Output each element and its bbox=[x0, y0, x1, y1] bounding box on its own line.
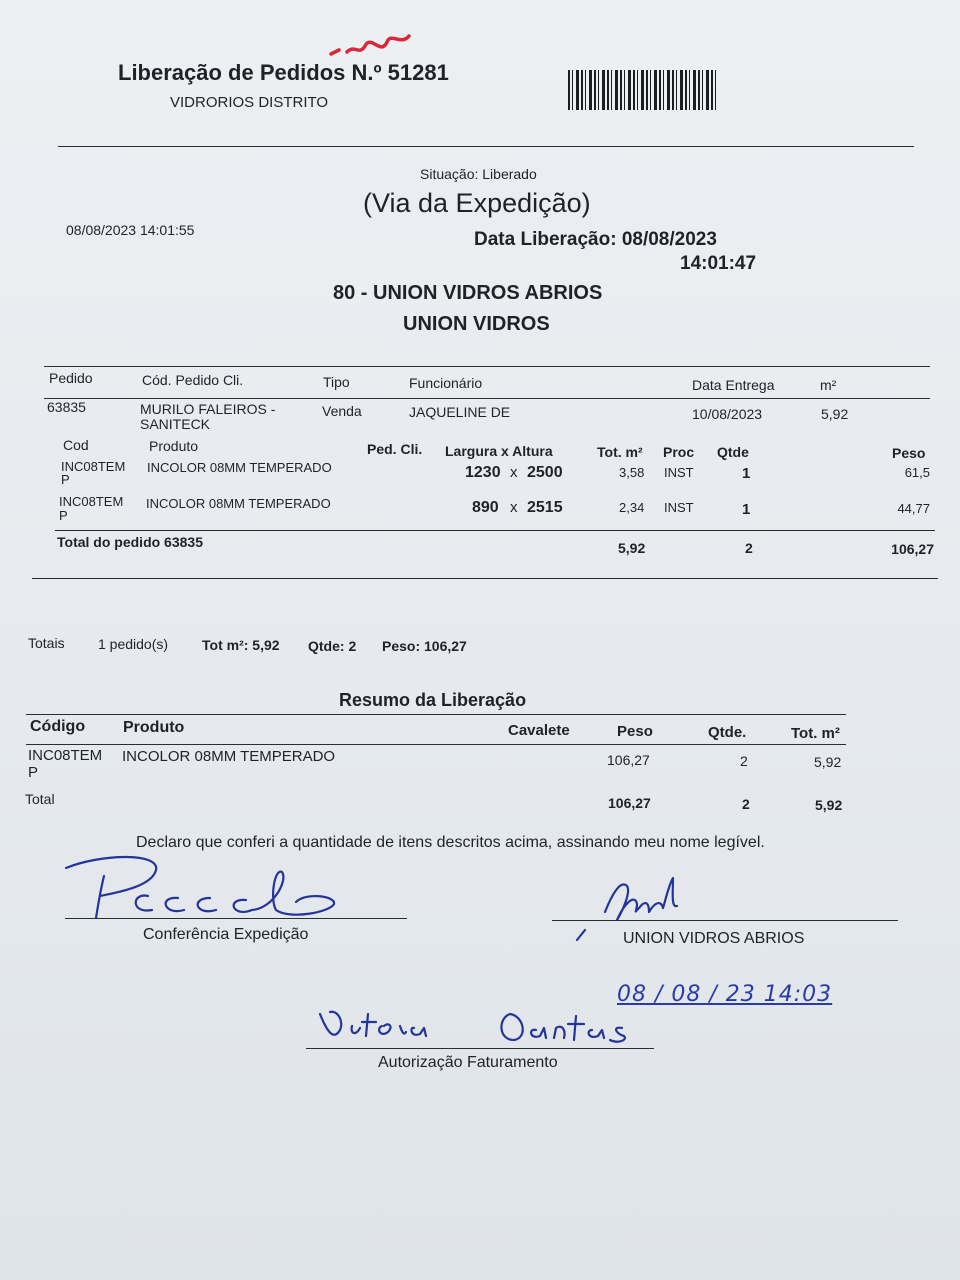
item-x: x bbox=[510, 499, 518, 516]
barcode-icon bbox=[568, 70, 718, 110]
header-funcionario: Funcionário bbox=[409, 375, 483, 391]
summary-codigo-line2: P bbox=[28, 764, 39, 781]
header-tipo: Tipo bbox=[323, 374, 350, 390]
handwritten-date: 08 / 08 / 23 14:03 bbox=[617, 982, 833, 1007]
item-largura: 890 bbox=[472, 499, 499, 516]
item-tot-m2: 2,34 bbox=[619, 500, 645, 515]
item-header-produto: Produto bbox=[149, 438, 199, 454]
signature-label-conferencia: Conferência Expedição bbox=[143, 926, 309, 943]
order-total-peso: 106,27 bbox=[891, 541, 934, 557]
divider bbox=[26, 744, 846, 745]
delivery-date: 10/08/2023 bbox=[692, 406, 763, 422]
item-header-ped-cli: Ped. Cli. bbox=[367, 441, 423, 457]
client-order-code-line2: SANITECK bbox=[140, 416, 211, 432]
summary-header-codigo: Código bbox=[30, 718, 86, 735]
item-header-peso: Peso bbox=[892, 445, 926, 461]
order-total-m2: 5,92 bbox=[618, 540, 646, 556]
item-header-cod: Cod bbox=[63, 437, 89, 453]
signature-line bbox=[552, 920, 898, 921]
item-produto: INCOLOR 08MM TEMPERADO bbox=[146, 496, 331, 511]
totals-orders: 1 pedido(s) bbox=[98, 636, 169, 652]
release-time: 14:01:47 bbox=[680, 253, 757, 274]
print-timestamp: 08/08/2023 14:01:55 bbox=[66, 222, 195, 238]
item-cod-line2: P bbox=[59, 508, 68, 523]
summary-header-produto: Produto bbox=[123, 719, 185, 736]
item-proc: INST bbox=[664, 500, 694, 515]
order-type: Venda bbox=[322, 403, 362, 419]
summary-peso: 106,27 bbox=[607, 752, 650, 768]
totals-label: Totais bbox=[28, 635, 65, 651]
status-text: Situação: Liberado bbox=[420, 166, 537, 182]
item-header-qtde: Qtde bbox=[717, 444, 749, 460]
summary-total-peso: 106,27 bbox=[608, 795, 651, 811]
summary-header-qtde: Qtde. bbox=[708, 724, 747, 741]
summary-codigo-line1: INC08TEM bbox=[28, 747, 103, 764]
divider bbox=[55, 530, 935, 531]
item-proc: INST bbox=[664, 465, 694, 480]
release-date: Data Liberação: 08/08/2023 bbox=[474, 229, 717, 250]
summary-qtde: 2 bbox=[740, 753, 748, 769]
item-header-tot-m2: Tot. m² bbox=[597, 444, 643, 460]
summary-produto: INCOLOR 08MM TEMPERADO bbox=[122, 748, 336, 765]
divider bbox=[44, 398, 930, 399]
totals-qtde: Qtde: 2 bbox=[308, 638, 357, 654]
signature-label-cliente: UNION VIDROS ABRIOS bbox=[623, 930, 805, 947]
header-data-entrega: Data Entrega bbox=[692, 377, 775, 393]
totals-peso: Peso: 106,27 bbox=[382, 638, 467, 654]
summary-total-label: Total bbox=[25, 791, 55, 807]
company-name: VIDRORIOS DISTRITO bbox=[170, 94, 329, 111]
summary-title: Resumo da Liberação bbox=[339, 690, 527, 710]
document-title: Liberação de Pedidos N.º 51281 bbox=[118, 60, 449, 85]
divider bbox=[26, 714, 846, 715]
signature-line bbox=[306, 1048, 654, 1049]
header-m2: m² bbox=[820, 377, 837, 393]
item-produto: INCOLOR 08MM TEMPERADO bbox=[147, 460, 332, 475]
divider bbox=[44, 366, 930, 367]
item-tot-m2: 3,58 bbox=[619, 465, 645, 480]
item-qtde: 1 bbox=[742, 465, 751, 482]
item-largura: 1230 bbox=[465, 464, 501, 481]
item-peso: 44,77 bbox=[897, 501, 930, 516]
order-number: 63835 bbox=[47, 399, 86, 415]
header-pedido: Pedido bbox=[49, 370, 93, 386]
summary-total-qtde: 2 bbox=[742, 796, 750, 812]
divider bbox=[58, 146, 914, 147]
via-label: (Via da Expedição) bbox=[363, 188, 591, 218]
signature-autorizacao bbox=[310, 1000, 640, 1050]
item-cod-line1: INC08TEM bbox=[59, 494, 124, 509]
item-cod-line2: P bbox=[61, 472, 70, 487]
order-total-label: Total do pedido 63835 bbox=[57, 534, 203, 550]
item-header-proc: Proc bbox=[663, 444, 695, 460]
item-altura: 2500 bbox=[527, 464, 563, 481]
signature-line bbox=[65, 918, 407, 919]
summary-total-tot-m2: 5,92 bbox=[815, 797, 843, 813]
customer-short-name: UNION VIDROS bbox=[403, 313, 550, 335]
declaration-text: Declaro que conferi a quantidade de itens descritos acima, assinando meu nome legível. bbox=[136, 834, 765, 851]
employee-name: JAQUELINE DE bbox=[409, 404, 511, 420]
summary-header-cavalete: Cavalete bbox=[508, 722, 570, 739]
header-cod-pedido-cli: Cód. Pedido Cli. bbox=[142, 372, 244, 388]
signature-label-autorizacao: Autorização Faturamento bbox=[378, 1054, 558, 1071]
red-mark-icon bbox=[325, 26, 425, 66]
summary-tot-m2: 5,92 bbox=[814, 754, 842, 770]
totals-m2: Tot m²: 5,92 bbox=[202, 637, 280, 653]
customer-name: 80 - UNION VIDROS ABRIOS bbox=[333, 282, 603, 304]
divider bbox=[32, 578, 938, 579]
client-order-code-line1: MURILO FALEIROS - bbox=[140, 401, 276, 417]
item-cod-line1: INC08TEM bbox=[61, 459, 126, 474]
order-total-qtde: 2 bbox=[745, 540, 753, 556]
item-x: x bbox=[510, 464, 518, 481]
order-m2: 5,92 bbox=[821, 406, 849, 422]
summary-header-tot-m2: Tot. m² bbox=[791, 725, 840, 742]
item-altura: 2515 bbox=[527, 499, 563, 516]
summary-header-peso: Peso bbox=[617, 723, 653, 740]
signature-conferencia bbox=[60, 852, 350, 922]
item-header-largura-altura: Largura x Altura bbox=[445, 443, 553, 459]
item-qtde: 1 bbox=[742, 501, 751, 518]
item-peso: 61,5 bbox=[904, 465, 930, 480]
